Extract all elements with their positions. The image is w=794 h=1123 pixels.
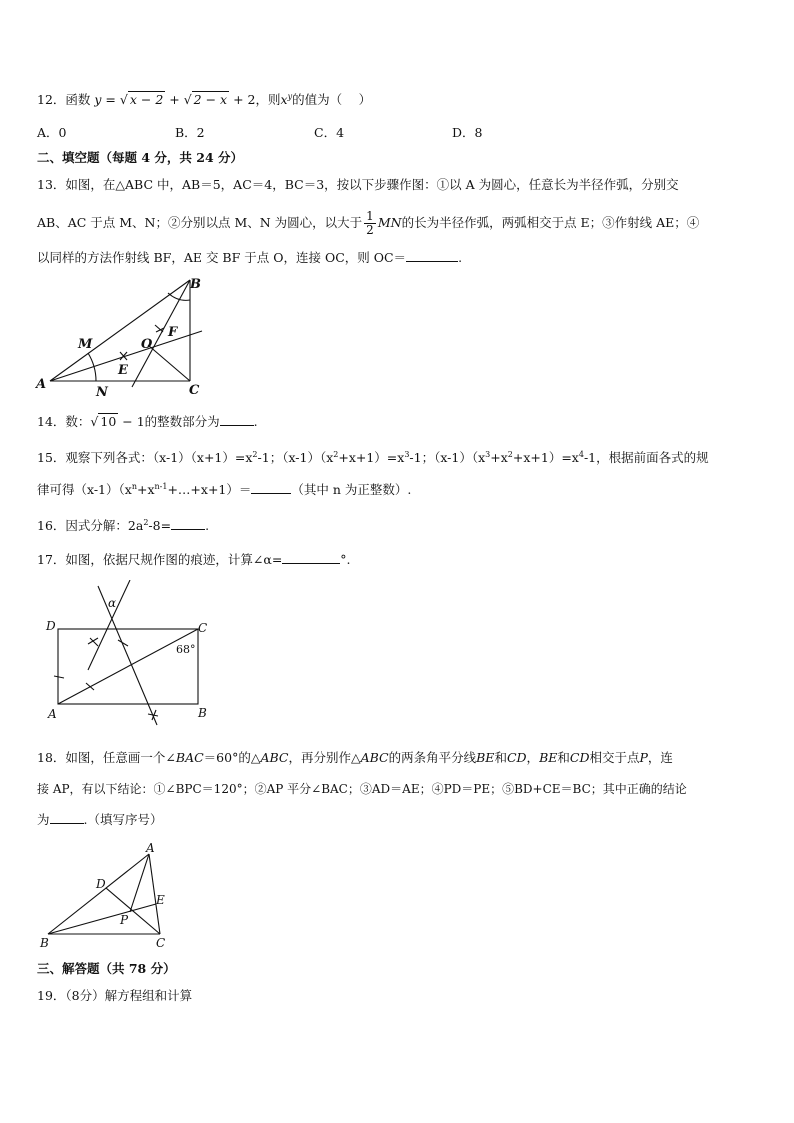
q15-l2-d: （其中 n 为正整数）. (291, 482, 412, 498)
q15-answer-blank[interactable] (251, 480, 291, 494)
q18-l1-b: ＝60°的△ (203, 750, 261, 765)
question-18-line-3 (37, 810, 163, 829)
q12-option-b: B．2 (175, 125, 205, 140)
q12-y: y (94, 92, 102, 108)
q14-prefix: 14．数： (37, 414, 91, 429)
q13-mn: MN (377, 215, 402, 230)
q15-l1-d: -1；（x-1）（x (409, 450, 486, 466)
question-18-line-1 (37, 749, 673, 767)
q14-radicand: 10 (100, 414, 117, 429)
question-13-line-2 (37, 210, 699, 237)
question-15-line-2 (37, 478, 411, 499)
q17-label-angle: 68° (176, 643, 196, 656)
q15-l1-c: +x+1）=x (338, 450, 405, 466)
q18-l1-h: 相交于点 (589, 750, 640, 765)
q13-label-m: M (78, 337, 93, 352)
q13-label-b: B (190, 277, 201, 292)
q18-l1-bac: BAC (175, 750, 204, 765)
q16-mid: -8= (148, 518, 172, 534)
q16-end: . (205, 518, 210, 534)
q15-l2-b: +x (136, 482, 155, 498)
q13-line2-b: 的长为半径作弧，两弧相交于点 E；③作射线 AE；④ (401, 215, 700, 230)
q12-plus1: + (165, 92, 184, 108)
q18-l1-abc2: ABC (360, 750, 389, 765)
q18-label-a: A (146, 842, 155, 855)
q14-answer-blank[interactable] (220, 412, 254, 426)
q15-l1-sup1: 2 (252, 450, 258, 459)
q13-frac-num: 1 (366, 209, 374, 223)
q13-label-c: C (189, 383, 200, 398)
q12-eq: = (101, 92, 120, 108)
q15-l1-sup4: 3 (485, 450, 491, 459)
section-2-title: 二、填空题（每题 4 分，共 24 分） (37, 150, 244, 165)
q18-label-e: E (156, 893, 165, 907)
q14-end: . (253, 414, 258, 429)
q18-l1-e: 和 (494, 750, 507, 765)
q13-answer-blank[interactable] (406, 248, 458, 262)
q17-label-alpha: α (108, 596, 117, 610)
q13-fraction (364, 210, 376, 237)
q13-label-a: A (36, 377, 47, 392)
q15-l1-sup3: 3 (404, 450, 410, 459)
q12-xy-base: x (280, 92, 288, 108)
q15-l1-a: 15．观察下列各式：（x-1）（x+1）=x (37, 450, 253, 466)
q18-l1-d: 的两条角平分线 (388, 750, 477, 765)
q18-l1-p: P (639, 750, 648, 765)
q18-l1-a: 18．如图，任意画一个∠ (37, 750, 176, 765)
question-12: 12．函数 y = √ x − 2 + √ 2 − x + 2，则$x^y$的值为（ ） (37, 92, 372, 108)
q18-label-p: P (120, 913, 129, 927)
q16-answer-blank[interactable] (171, 516, 205, 530)
q12-suffix1: ，则 (255, 92, 281, 108)
q18-label-c: C (156, 936, 166, 950)
q15-l1-f: +x+1）=x (512, 450, 579, 466)
q12-option-d: D．8 (452, 125, 483, 140)
q15-l1-sup5: 2 (507, 450, 513, 459)
q18-label-d: D (96, 877, 106, 891)
q15-l2-a: 律可得（x-1）（x (37, 482, 132, 498)
q15-l1-b: -1；（x-1）（x (257, 450, 334, 466)
q12-option-a: A．0 (37, 125, 67, 140)
q13-label-f: F (168, 325, 178, 340)
question-19: 19．（8分）解方程组和计算 (37, 988, 193, 1003)
q17-label-a: A (48, 707, 57, 721)
q18-label-b: B (40, 936, 49, 950)
q13-line2-a: AB、AC 于点 M、N；②分别以点 M、N 为圆心，以大于 (37, 215, 363, 230)
q12-plus2: + 2 (229, 92, 256, 108)
section-3-title: 三、解答题（共 78 分） (37, 961, 176, 976)
q16-sup: 2 (143, 518, 149, 527)
q16-prefix: 16．因式分解：2a (37, 518, 144, 534)
q12-suffix2: 的值为（ ） (292, 92, 372, 108)
q15-l1-g: -1，根据前面各式的规 (583, 450, 709, 466)
q14-suffix: 的整数部分为 (144, 414, 220, 429)
q15-l2-c: +…+x+1）＝ (167, 482, 252, 498)
q17-label-d: D (46, 619, 56, 633)
q18-l3-a: 为 (37, 812, 50, 827)
q18-l1-cd: CD (506, 750, 527, 765)
q12-xy-exp: y (287, 92, 293, 101)
q12-option-c: C．4 (314, 125, 345, 140)
q13-line3-end: . (458, 250, 463, 265)
q18-answer-blank[interactable] (50, 810, 84, 824)
q13-triangle-figure (30, 270, 210, 400)
q13-line3: 以同样的方法作射线 BF，AE 交 BF 于点 O，连接 OC，则 OC＝ (37, 250, 407, 265)
question-15-line-1 (37, 446, 709, 467)
question-17 (37, 550, 351, 569)
q13-frac-den: 2 (366, 223, 374, 237)
q18-l1-f: ， (526, 750, 540, 765)
q18-l1-g: 和 (557, 750, 570, 765)
q15-l2-sup1: n (131, 482, 137, 491)
question-13-line-3 (37, 248, 462, 267)
q15-l2-sup2: n-1 (154, 482, 168, 491)
q12-rad1: x − 2 (129, 92, 164, 108)
q12-prefix: 12．函数 (37, 92, 91, 108)
q15-l1-sup2: 2 (333, 450, 339, 459)
q17-answer-blank[interactable] (282, 550, 340, 564)
q18-l1-be2: BE (539, 750, 558, 765)
q18-l1-c: ，再分别作△ (288, 750, 361, 765)
q12-rad2: 2 − x (193, 92, 228, 108)
q15-l1-sup6: 4 (578, 450, 584, 459)
q13-label-o: O (141, 337, 153, 352)
q17-rectangle-figure (38, 580, 228, 730)
q18-triangle-figure (36, 842, 186, 952)
q17-end: °. (340, 552, 351, 567)
q14-minus: − 1 (118, 414, 145, 429)
q18-l3-b: .（填写序号） (83, 812, 163, 827)
q18-l1-be: BE (476, 750, 495, 765)
q18-l1-abc: ABC (260, 750, 289, 765)
q15-l1-e: +x (490, 450, 508, 466)
question-13-line-1: 13．如图，在△ABC 中，AB＝5，AC＝4，BC＝3，按以下步骤作图：①以 A 为圆心，任意长为半径作弧，分别交 (37, 177, 679, 192)
q17-text: 17．如图，依据尺规作图的痕迹，计算∠α= (37, 552, 283, 567)
q18-l1-i: ，连 (647, 750, 673, 765)
question-16 (37, 514, 209, 535)
q13-label-e: E (118, 363, 128, 378)
q18-l1-cd2: CD (569, 750, 590, 765)
q13-label-n: N (96, 385, 108, 400)
question-14: 14．数：√ 10 − 1的整数部分为 . (37, 414, 258, 429)
q17-label-b: B (198, 706, 207, 720)
question-18-line-2: 接 AP，有以下结论：①∠BPC＝120°；②AP 平分∠BAC；③AD＝AE；④PD＝PE；⑤BD+CE＝BC；其中正确的结论 (37, 782, 687, 796)
q17-label-c: C (198, 621, 208, 635)
